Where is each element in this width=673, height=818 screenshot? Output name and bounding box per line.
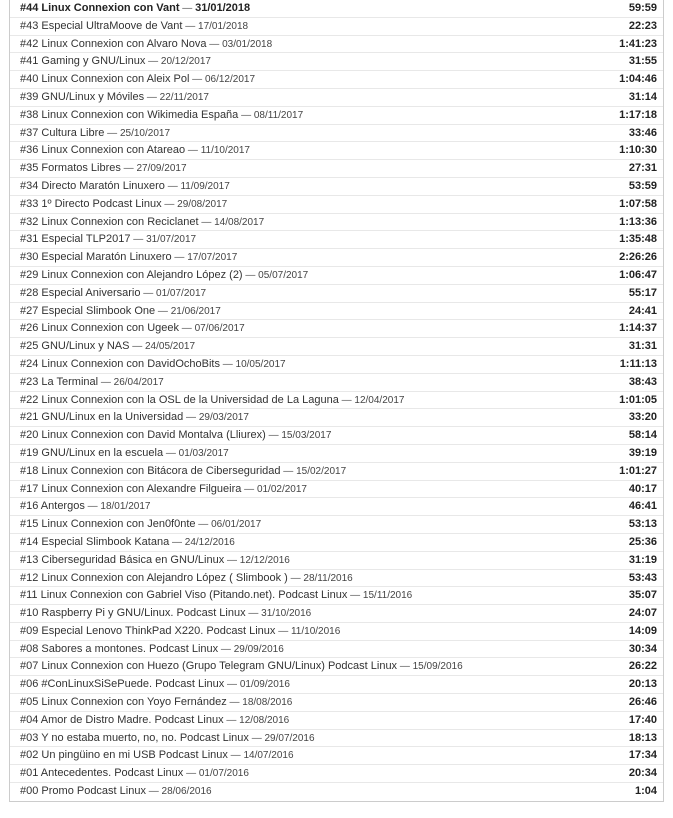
episode-duration: 59:59: [628, 2, 657, 14]
episode-date: 14/07/2016: [243, 750, 294, 762]
episode-title: #17 Linux Connexion con Alexandre Filgueira: [20, 482, 242, 495]
episode-date: 15/09/2016: [412, 661, 463, 673]
episode-duration: 31:14: [628, 90, 657, 103]
episode-duration: 26:46: [628, 696, 657, 709]
episode-duration: 53:43: [628, 571, 657, 584]
playlist-item[interactable]: [10, 623, 663, 641]
episode-title: #19 GNU/Linux en la escuela: [20, 446, 164, 459]
date-separator: —: [183, 412, 199, 424]
playlist-item[interactable]: [10, 374, 663, 392]
playlist-item[interactable]: [10, 445, 663, 463]
playlist-item[interactable]: [10, 392, 663, 410]
episode-date: 12/12/2016: [239, 554, 290, 566]
playlist-item[interactable]: [10, 356, 663, 374]
episode-title: #23 La Terminal: [20, 375, 99, 388]
episode-duration: 24:41: [628, 304, 657, 317]
playlist-item[interactable]: [10, 125, 663, 143]
episode-date: 18/08/2016: [242, 697, 293, 709]
date-separator: —: [155, 305, 171, 317]
playlist-item[interactable]: [10, 178, 663, 196]
episode-duration: 1:14:37: [619, 322, 657, 335]
date-separator: —: [245, 608, 262, 620]
episode-duration: 30:34: [628, 642, 657, 655]
episode-duration: 53:13: [628, 518, 657, 531]
episode-date: 22/11/2017: [159, 91, 209, 103]
date-separator: —: [129, 341, 145, 353]
episode-duration: 14:09: [628, 624, 657, 637]
episode-title: #39 GNU/Linux y Móviles: [20, 90, 145, 103]
episode-title: #40 Linux Connexion con Aleix Pol: [20, 73, 190, 86]
episode-title: #15 Linux Connexion con Jen0f0nte: [20, 518, 196, 531]
playlist-item[interactable]: [10, 747, 663, 765]
episode-title: #26 Linux Connexion con Ugeek: [20, 322, 180, 335]
date-separator: —: [218, 643, 234, 655]
playlist-item[interactable]: [10, 658, 663, 676]
episode-duration: 1:10:30: [619, 144, 657, 157]
date-separator: —: [338, 394, 355, 406]
episode-title: #00 Promo Podcast Linux: [20, 785, 146, 798]
date-separator: —: [347, 590, 363, 602]
episode-duration: 1:13:36: [619, 215, 657, 228]
episode-date: 28/06/2016: [161, 786, 212, 798]
episode-duration: 1:01:27: [619, 464, 657, 477]
episode-duration: 31:55: [628, 55, 657, 68]
playlist-item[interactable]: [10, 303, 663, 321]
episode-date: 29/03/2017: [198, 412, 249, 424]
episode-date: 24/12/2016: [184, 536, 235, 548]
date-separator: —: [227, 750, 244, 762]
episode-date: 12/08/2016: [239, 714, 290, 726]
date-separator: —: [183, 768, 199, 780]
episode-duration: 35:07: [628, 589, 657, 602]
date-separator: —: [104, 127, 120, 139]
episode-title: #13 Ciberseguridad Básica en GNU/Linux: [20, 553, 225, 566]
episode-title: #20 Linux Connexion con David Montalva (Lliurex): [20, 429, 266, 442]
episode-duration: 40:17: [628, 482, 657, 495]
date-separator: —: [189, 74, 205, 86]
date-separator: —: [161, 198, 178, 210]
episode-date: 10/05/2017: [235, 358, 286, 370]
episode-duration: 17:40: [628, 713, 657, 726]
playlist-item[interactable]: [10, 641, 663, 659]
episode-date: 17/01/2018: [198, 20, 249, 32]
episode-date: 14/08/2017: [214, 216, 265, 228]
episode-duration: 1:41:23: [619, 37, 657, 50]
episode-date: 15/11/2016: [362, 590, 413, 602]
episode-duration: 1:11:13: [619, 357, 657, 370]
episode-title: #02 Un pingüino en mi USB Podcast Linux: [20, 749, 228, 762]
episode-duration: 38:43: [628, 375, 657, 388]
episode-duration: 1:17:18: [619, 108, 657, 121]
playlist-item[interactable]: [10, 587, 663, 605]
episode-date: 15/03/2017: [281, 430, 332, 442]
episode-date: 01/03/2017: [178, 447, 229, 459]
episode-duration: 20:13: [628, 678, 657, 691]
playlist-item[interactable]: [10, 18, 663, 36]
episode-duration: 18:13: [628, 731, 657, 744]
date-separator: —: [238, 109, 254, 121]
episode-title: #22 Linux Connexion con la OSL de la Universidad de La Laguna: [20, 393, 339, 406]
playlist-item[interactable]: [10, 160, 663, 178]
episode-duration: 26:22: [628, 660, 657, 673]
date-separator: —: [164, 180, 181, 192]
date-separator: —: [224, 554, 240, 566]
episode-title: #44 Linux Connexion con Vant: [20, 2, 180, 14]
episode-duration: 25:36: [628, 535, 657, 548]
episode-date: 31/10/2016: [261, 608, 312, 620]
episode-date: 06/12/2017: [204, 74, 256, 86]
episode-date: 20/12/2017: [160, 56, 211, 68]
episode-date: 11/10/2017: [200, 145, 250, 157]
episode-title: #04 Amor de Distro Madre. Podcast Linux: [20, 713, 224, 726]
episode-date: 11/10/2016: [290, 625, 341, 637]
episode-title: #41 Gaming y GNU/Linux: [20, 55, 146, 68]
episode-title: #01 Antecedentes. Podcast Linux: [20, 767, 184, 780]
playlist-item[interactable]: [10, 142, 663, 160]
episode-date: 12/04/2017: [354, 394, 405, 406]
episode-title: #33 1º Directo Podcast Linux: [20, 197, 162, 210]
date-separator: —: [265, 430, 282, 442]
episode-duration: 17:34: [628, 749, 657, 762]
episode-duration: 27:31: [628, 162, 657, 175]
playlist-item[interactable]: [10, 36, 663, 54]
episode-date: 27/09/2017: [136, 163, 187, 175]
episode-title: #36 Linux Connexion con Atareao: [20, 144, 186, 157]
episode-title: #03 Y no estaba muerto, no, no. Podcast Linux: [20, 731, 249, 744]
episode-duration: 1:01:05: [619, 393, 657, 406]
date-separator: —: [130, 234, 147, 246]
episode-title: #27 Especial Slimbook One: [20, 304, 156, 317]
playlist-item[interactable]: [10, 409, 663, 427]
playlist-item[interactable]: [10, 552, 663, 570]
episode-date: 31/07/2017: [146, 234, 197, 246]
episode-date: 01/09/2016: [239, 679, 290, 691]
episode-duration: 58:14: [628, 429, 657, 442]
episode-duration: 20:34: [628, 767, 657, 780]
episode-duration: 1:06:47: [619, 268, 657, 281]
date-separator: —: [248, 732, 265, 744]
episode-title: #18 Linux Connexion con Bitácora de Ciberseguridad: [20, 464, 281, 477]
episode-date: 03/01/2018: [222, 38, 273, 50]
date-separator: —: [223, 714, 240, 726]
episode-date: 25/10/2017: [119, 127, 171, 139]
episode-title: #05 Linux Connexion con Yoyo Fernández: [20, 696, 227, 709]
playlist-item[interactable]: [10, 214, 663, 232]
date-separator: —: [219, 358, 236, 370]
playlist-item[interactable]: [10, 285, 663, 303]
date-separator: —: [195, 519, 212, 531]
episode-title: #21 GNU/Linux en la Universidad: [20, 411, 184, 424]
playlist-item[interactable]: [10, 534, 663, 552]
date-separator: —: [287, 572, 304, 584]
episode-date: 11/09/2017: [180, 180, 230, 192]
episode-duration: 31:31: [628, 340, 657, 353]
episode-title: #10 Raspberry Pi y GNU/Linux. Podcast Linux: [20, 607, 246, 620]
playlist-item[interactable]: [10, 516, 663, 534]
episode-duration: 46:41: [628, 500, 657, 513]
episode-duration: 22:23: [628, 19, 657, 32]
date-separator: —: [171, 252, 188, 264]
date-separator: —: [224, 679, 240, 691]
date-separator: —: [179, 323, 195, 335]
episode-title: #09 Especial Lenovo ThinkPad X220. Podcast Linux: [20, 624, 276, 637]
date-separator: —: [145, 56, 161, 68]
episode-duration: 2:26:26: [619, 251, 657, 264]
episode-duration: 53:59: [628, 179, 657, 192]
playlist-item[interactable]: [10, 89, 663, 107]
episode-title: #07 Linux Connexion con Huezo (Grupo Telegram GNU/Linux) Podcast Linux: [20, 660, 398, 673]
playlist-item[interactable]: [10, 107, 663, 125]
date-separator: —: [226, 697, 243, 709]
episode-title: #38 Linux Connexion con Wikimedia España: [20, 108, 239, 121]
episode-title: #43 Especial UltraMoove de Vant: [20, 19, 183, 32]
playlist-item[interactable]: [10, 498, 663, 516]
date-separator: —: [98, 376, 114, 388]
episode-title: #11 Linux Connexion con Gabriel Viso (Pitando.net). Podcast Linux: [20, 589, 348, 602]
playlist-item[interactable]: [10, 463, 663, 481]
episode-date: 29/07/2016: [264, 732, 315, 744]
date-separator: —: [179, 3, 196, 14]
episode-duration: 33:46: [628, 126, 657, 139]
episode-date: 26/04/2017: [113, 376, 164, 388]
episode-title: #12 Linux Connexion con Alejandro López ( Slimbook ): [20, 571, 288, 584]
date-separator: —: [241, 483, 257, 495]
episode-title: #31 Especial TLP2017: [20, 233, 131, 246]
playlist-item-current[interactable]: [10, 0, 663, 18]
episode-date: 07/06/2017: [194, 323, 245, 335]
playlist-item[interactable]: [10, 53, 663, 71]
episode-date: 01/07/2017: [156, 287, 207, 299]
date-separator: —: [144, 91, 160, 103]
episode-playlist: [9, 0, 664, 802]
episode-title: #28 Especial Aniversario: [20, 286, 141, 299]
date-separator: —: [120, 163, 137, 175]
playlist-item[interactable]: [10, 267, 663, 285]
playlist-item[interactable]: [10, 694, 663, 712]
episode-title: #25 GNU/Linux y NAS: [20, 340, 130, 353]
date-separator: —: [182, 20, 199, 32]
episode-title: #32 Linux Connexion con Reciclanet: [20, 215, 199, 228]
date-separator: —: [84, 501, 101, 513]
episode-title: #08 Sabores a montones. Podcast Linux: [20, 642, 219, 655]
date-separator: —: [275, 625, 291, 637]
episode-date: 21/06/2017: [170, 305, 221, 317]
episode-title: #34 Directo Maratón Linuxero: [20, 179, 165, 192]
episode-date: 28/11/2016: [303, 572, 353, 584]
episode-duration: 1:04: [634, 785, 657, 798]
playlist-item[interactable]: [10, 427, 663, 445]
episode-date: 24/05/2017: [145, 341, 196, 353]
episode-title: #06 #ConLinuxSiSePuede. Podcast Linux: [20, 678, 225, 691]
playlist-item[interactable]: [10, 481, 663, 499]
playlist-item[interactable]: [10, 730, 663, 748]
episode-date: 05/07/2017: [258, 269, 309, 281]
episode-title: #16 Antergos: [20, 500, 85, 513]
date-separator: —: [145, 786, 162, 798]
episode-title: #30 Especial Maratón Linuxero: [20, 251, 172, 264]
date-separator: —: [206, 38, 223, 50]
episode-duration: 1:35:48: [619, 233, 657, 246]
playlist-item[interactable]: [10, 712, 663, 730]
playlist-item[interactable]: [10, 676, 663, 694]
episode-duration: 1:07:58: [619, 197, 657, 210]
episode-duration: 55:17: [628, 286, 657, 299]
episode-title: #14 Especial Slimbook Katana: [20, 535, 170, 548]
episode-duration: 31:19: [628, 553, 657, 566]
episode-title: #35 Formatos Libres: [20, 162, 121, 175]
episode-date: 01/07/2016: [198, 768, 249, 780]
playlist-item[interactable]: [10, 249, 663, 267]
playlist-item[interactable]: [10, 196, 663, 214]
episode-duration: 1:04:46: [619, 73, 657, 86]
playlist-item[interactable]: [10, 231, 663, 249]
episode-title: #42 Linux Connexion con Alvaro Nova: [20, 37, 207, 50]
playlist-item[interactable]: [10, 570, 663, 588]
date-separator: —: [140, 287, 157, 299]
date-separator: —: [397, 661, 413, 673]
episode-duration: 39:19: [628, 446, 657, 459]
episode-date: 01/02/2017: [256, 483, 307, 495]
episode-date: 18/01/2017: [100, 501, 151, 513]
episode-date: 29/09/2016: [233, 643, 284, 655]
episode-title: #24 Linux Connexion con DavidOchoBits: [20, 357, 220, 370]
episode-date: 15/02/2017: [296, 465, 347, 477]
date-separator: —: [242, 269, 259, 281]
playlist-item[interactable]: [10, 338, 663, 356]
episode-date: 06/01/2017: [211, 519, 262, 531]
date-separator: —: [280, 465, 297, 477]
date-separator: —: [169, 536, 185, 548]
episode-duration: 24:07: [628, 607, 657, 620]
playlist-item[interactable]: [10, 783, 663, 801]
playlist-item[interactable]: [10, 71, 663, 89]
episode-title: #29 Linux Connexion con Alejandro López (2): [20, 268, 243, 281]
date-separator: —: [198, 216, 215, 228]
episode-date: 29/08/2017: [177, 198, 228, 210]
date-separator: —: [185, 145, 201, 157]
playlist-item[interactable]: [10, 605, 663, 623]
episode-duration: 33:20: [628, 411, 657, 424]
episode-date: 08/11/2017: [253, 109, 304, 121]
playlist-item[interactable]: [10, 765, 663, 783]
episode-date: 31/01/2018: [195, 2, 251, 14]
playlist-item[interactable]: [10, 320, 663, 338]
episode-title: #37 Cultura Libre: [20, 126, 105, 139]
episode-date: 17/07/2017: [187, 252, 238, 264]
date-separator: —: [163, 447, 179, 459]
